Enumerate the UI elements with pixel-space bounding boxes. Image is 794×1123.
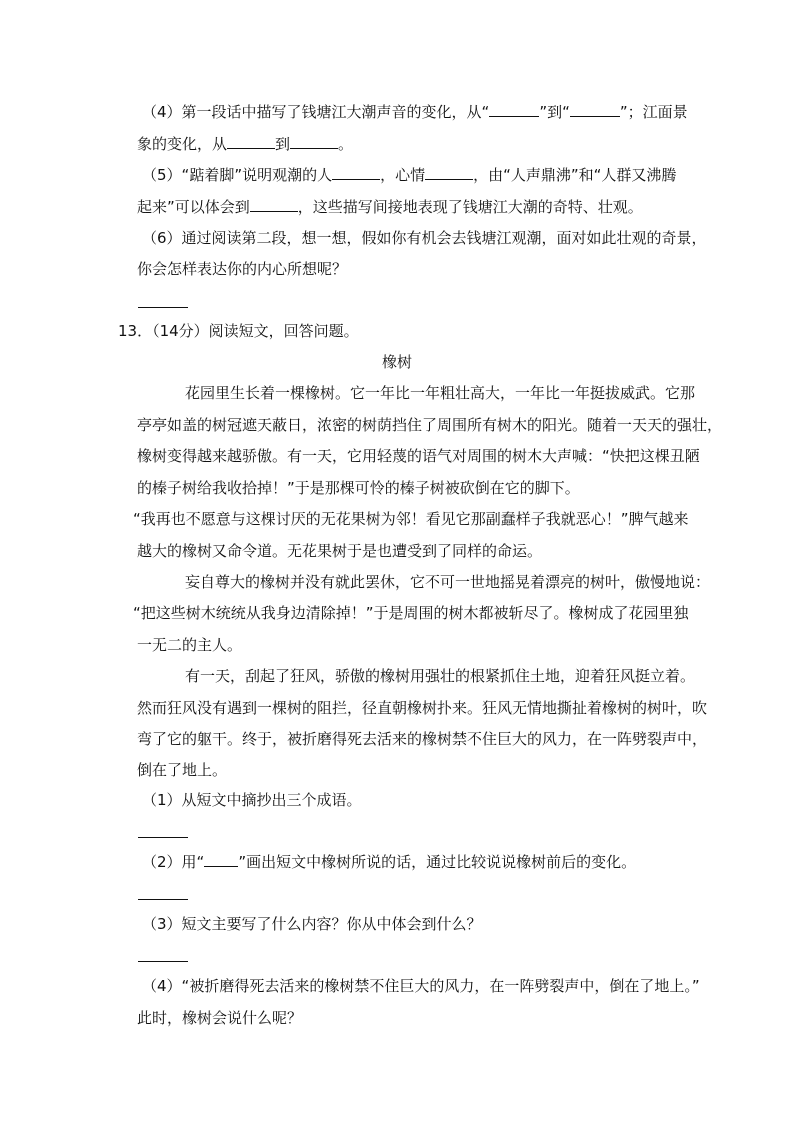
passage-line: 的榛子树给我收拾掉！”于是那棵可怜的榛子树被砍倒在它的脚下。 [137, 479, 580, 497]
answer-blank[interactable] [425, 166, 473, 180]
q12-sub4-line1: （4）第一段话中描写了钱塘江大潮声音的变化，从“ ”到“ ”；江面景 [142, 103, 688, 121]
answer-line[interactable] [138, 961, 188, 962]
q12-sub6-line2: 你会怎样表达你的内心所想呢？ [137, 260, 348, 278]
q12-sub6-line1: （6）通过阅读第二段，想一想，假如你有机会去钱塘江观潮，面对如此壮观的奇景， [142, 229, 707, 247]
passage-line: 橡树变得越来越骄傲。有一天，它用轻蔑的语气对周围的树木大声喊：“快把这棵丑陋 [137, 447, 700, 465]
q12-sub5-line2: 起来”可以体会到 ，这些描写间接地表现了钱塘江大潮的奇特、壮观。 [137, 198, 643, 216]
passage-line: “我再也不愿意与这棵讨厌的无花果树为邻！看见它那副蠢样子我就恶心！”脾气越来 [133, 510, 689, 528]
passage-line: 越大的橡树又命令道。无花果树于是也遭受到了同样的命运。 [137, 542, 543, 560]
passage-line: 然而狂风没有遇到一棵树的阻拦，径直朝橡树扑来。狂风无情地撕扯着橡树的树叶，吹 [137, 699, 708, 717]
answer-line[interactable] [138, 837, 188, 838]
q13-sub1: （1）从短文中摘抄出三个成语。 [142, 791, 362, 809]
passage-line: 妄自尊大的橡树并没有就此罢休，它不可一世地摇晃着漂亮的树叶，傲慢地说： [185, 573, 711, 591]
passage-line: 亭亭如盖的树冠遮天蔽日，浓密的树荫挡住了周围所有树木的阳光。随着一天天的强壮， [137, 416, 723, 434]
answer-blank[interactable] [227, 135, 275, 149]
q12-sub4-line2: 象的变化，从 到 。 [137, 135, 354, 153]
answer-blank[interactable] [250, 198, 298, 212]
passage-line: 倒在了地上。 [137, 761, 228, 779]
answer-blank[interactable] [489, 103, 539, 117]
underline-sample [204, 853, 238, 867]
passage-title: 橡树 [382, 353, 413, 371]
answer-line[interactable] [138, 307, 188, 308]
q13-sub2: （2）用“ ”画出短文中橡树所说的话，通过比较说说橡树前后的变化。 [142, 853, 637, 871]
q13-sub3: （3）短文主要写了什么内容？你从中体会到什么？ [142, 915, 482, 933]
answer-blank[interactable] [332, 166, 380, 180]
passage-line: 花园里生长着一棵橡树。它一年比一年粗壮高大，一年比一年挺拔威武。它那 [185, 384, 696, 402]
answer-blank[interactable] [290, 135, 338, 149]
passage-line: “把这些树木统统从我身边清除掉！”于是周围的树木都被斩尽了。橡树成了花园里独 [133, 604, 689, 622]
q12-sub5-line1: （5）“踮着脚”说明观潮的人 ，心情 ，由“人声鼎沸”和“人群又沸腾 [142, 166, 677, 184]
answer-line[interactable] [138, 899, 188, 900]
q13-heading: 13．（14分）阅读短文，回答问题。 [118, 322, 359, 340]
passage-line: 一无二的主人。 [137, 636, 243, 654]
passage-line: 有一天，刮起了狂风，骄傲的橡树用强壮的根紧抓住土地，迎着狂风挺立着。 [185, 667, 696, 685]
q13-sub4-line1: （4）“被折磨得死去活来的橡树禁不住巨大的风力，在一阵劈裂声中，倒在了地上。” [142, 977, 700, 995]
passage-line: 弯了它的躯干。终于，被折磨得死去活来的橡树禁不住巨大的风力，在一阵劈裂声中， [137, 730, 708, 748]
answer-blank[interactable] [570, 103, 620, 117]
q13-sub4-line2: 此时，橡树会说什么呢？ [137, 1009, 303, 1027]
